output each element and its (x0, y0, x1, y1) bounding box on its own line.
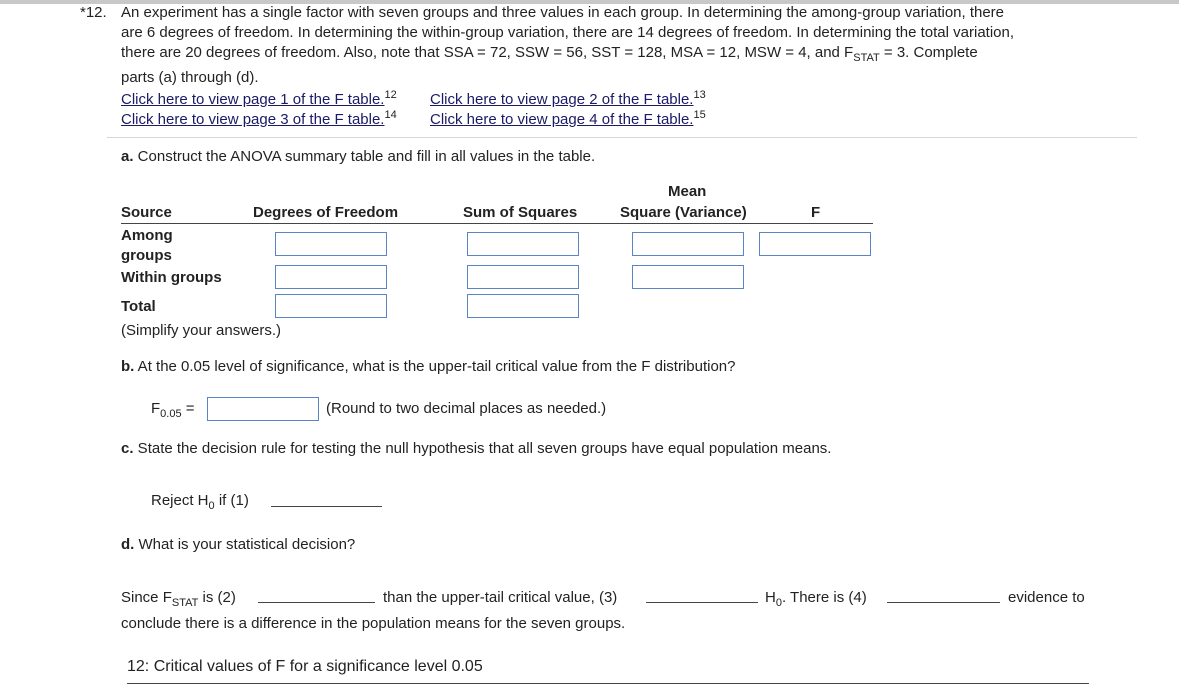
f-table-heading: 12: Critical values of F for a significance level 0.05 (127, 658, 483, 675)
header-f: F (811, 204, 821, 221)
reject-rule-dropdown-1[interactable] (271, 506, 382, 507)
f-table-page-3-link[interactable]: Click here to view page 3 of the F table.$^{14}$ (121, 109, 397, 128)
f-table-page-4-link[interactable]: Click here to view page 4 of the F table.$^{15}$ (430, 109, 706, 128)
part-b-prompt: b. At the 0.05 level of significance, what is the upper-tail critical value from the F distribution? (121, 358, 736, 375)
header-source: Source (121, 204, 172, 221)
f-critical-input[interactable] (207, 397, 319, 421)
among-ss-input[interactable] (467, 232, 579, 256)
header-mean-square: Square (Variance) (620, 204, 747, 221)
question-number: *12. (80, 4, 107, 21)
section-divider (107, 137, 1137, 138)
comparison-dropdown-2[interactable] (258, 602, 375, 603)
header-degrees-of-freedom: Degrees of Freedom (253, 204, 399, 221)
among-ms-input[interactable] (632, 232, 744, 256)
total-df-input[interactable] (275, 294, 387, 318)
h0-evidence-text: $H_0$. There is (4) (765, 589, 867, 609)
f-critical-label: $F_{0.05}$ = (151, 400, 195, 420)
since-fstat-text: Since $F_{STAT}$ is (2) (121, 589, 236, 609)
f-table-page-1-link[interactable]: Click here to view page 1 of the F table.$^{12}$ (121, 89, 397, 108)
within-ms-input[interactable] (632, 265, 744, 289)
row-among-label-2: groups (121, 247, 172, 264)
row-within-label: Within groups (121, 269, 222, 286)
header-sum-of-squares: Sum of Squares (463, 204, 578, 221)
question-line-1: An experiment has a single factor with seven groups and three values in each group. In determining the among-group variation, there (121, 4, 1005, 21)
conclude-text: conclude there is a difference in the population means for the seven groups. (121, 615, 626, 632)
decision-dropdown-3[interactable] (646, 602, 758, 603)
round-note: (Round to two decimal places as needed.) (326, 400, 607, 417)
total-ss-input[interactable] (467, 294, 579, 318)
than-critical-text: than the upper-tail critical value, (3) (383, 589, 618, 606)
header-mean: Mean (668, 183, 707, 200)
table-header-rule (121, 223, 873, 224)
within-ss-input[interactable] (467, 265, 579, 289)
part-c-prompt: c. State the decision rule for testing the null hypothesis that all seven groups have equal population means. (121, 440, 832, 457)
among-f-input[interactable] (759, 232, 871, 256)
question-line-2: are 6 degrees of freedom. In determining the within-group variation, there are 14 degrees of freedom. In determining the total variation, (121, 24, 1015, 41)
simplify-note: (Simplify your answers.) (121, 322, 282, 339)
f-table-page-2-link[interactable]: Click here to view page 2 of the F table.$^{13}$ (430, 89, 706, 108)
question-line-3: there are 20 degrees of freedom. Also, note that SSA = 72, SSW = 56, SST = 128, MSA = 12, MSW = 4, and $F_{STAT} = 3$. Complete (121, 44, 978, 64)
row-total-label: Total (121, 298, 156, 315)
evidence-to-text: evidence to (1008, 589, 1085, 606)
among-df-input[interactable] (275, 232, 387, 256)
footer-rule (127, 683, 1089, 684)
row-among-label-1: Among (121, 227, 173, 244)
evidence-dropdown-4[interactable] (887, 602, 1000, 603)
within-df-input[interactable] (275, 265, 387, 289)
reject-rule: Reject $H_0$ if (1) (151, 492, 249, 512)
part-a-prompt: a. Construct the ANOVA summary table and fill in all values in the table. (121, 148, 596, 165)
part-d-prompt: d. What is your statistical decision? (121, 536, 356, 553)
question-line-4: parts (a) through (d). (121, 69, 259, 86)
